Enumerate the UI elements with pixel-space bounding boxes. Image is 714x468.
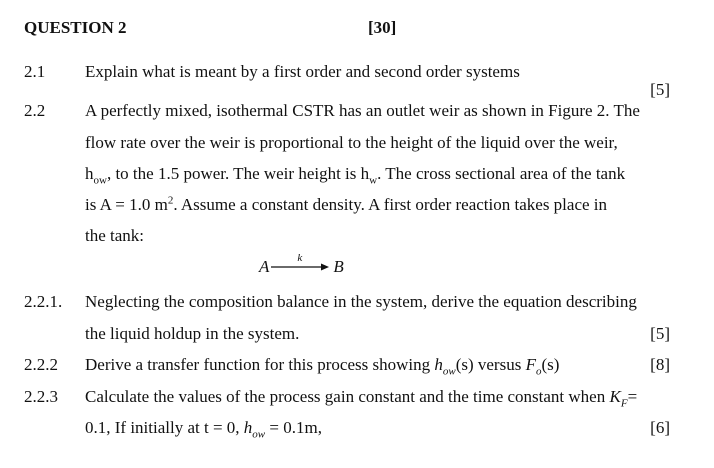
reactant: A [259,257,270,276]
q2-2-2-text [85,355,560,378]
reaction-equation [259,251,344,276]
q2-2-line-3-text: , to the 1.5 power. The weir height is h [106,164,370,183]
q2-2-1-line-1: Neglecting the composition balance in the system, derive the equation describing [85,292,637,311]
q2-2-3-line-2-end: = 0.1m, [265,418,322,437]
q2-2-2-number: 2.2.2 [24,355,58,374]
q2-2-line-5: the tank: [85,226,145,245]
h-ow-var-sub: ow [442,365,456,378]
h-ow-symbol: h [85,164,94,183]
reaction-arrow [271,251,331,275]
q2-2-line-3 [85,164,626,187]
h-ow-initial-sub: ow [252,428,266,441]
question-title: QUESTION 2 [24,18,127,37]
q2-2-3-number: 2.2.3 [24,387,58,406]
q2-2-line-4 [85,196,607,213]
rate-constant: k [297,251,303,264]
q2-2-3-line-2-text: 0.1, If initially at t = 0, [85,418,244,437]
h-ow-var: h [434,355,443,374]
product: B [333,257,344,276]
q2-2-2-text-start: Derive a transfer function for this process showing [85,355,435,374]
q2-2-3-line-1-end: = [627,387,638,406]
q2-1-number: 2.1 [24,62,46,81]
q2-2-1-line-2: the liquid holdup in the system. [85,324,300,343]
k-f-var: K [609,387,621,406]
f-o-var-sub: o [535,365,542,378]
k-f-var-sub: F [620,397,628,410]
q2-2-number: 2.2 [24,101,46,120]
h-ow-subscript: ow [93,174,107,187]
q2-2-line-3-end: . The cross sectional area of the tank [377,164,626,183]
q2-2-3-marks: [6] [650,418,670,437]
q2-2-line-1: A perfectly mixed, isothermal CSTR has an outlet weir as shown in Figure 2. The [85,101,640,120]
h-ow-initial-var: h [243,418,253,437]
q2-1-marks: [5] [650,80,670,99]
q2-2-3-line-1-text: Calculate the values of the process gain constant and the time constant when [85,387,610,406]
q2-2-1-marks: [5] [650,324,670,343]
area-text: is A = 1.0 m [85,195,168,214]
q2-2-2-marks: [8] [650,355,670,374]
q2-2-line-4-end: . Assume a constant density. A first order reaction takes place in [173,195,608,214]
q2-2-1-number: 2.2.1. [24,292,63,311]
q2-2-3-line-2 [85,418,322,441]
question-total-marks: [30] [368,18,397,37]
q2-1-text: Explain what is meant by a first order and second order systems [85,62,520,81]
q2-2-3-line-1 [85,387,638,410]
q2-2-line-2: flow rate over the weir is proportional to the height of the liquid over the weir, [85,133,618,152]
right-arrow-icon [271,262,329,272]
q2-2-2-mid: (s) versus [455,355,526,374]
h-w-subscript: w [369,174,378,187]
q2-2-2-end: (s) [541,355,560,374]
area-superscript: 2 [167,194,174,207]
f-o-var: F [525,355,536,374]
